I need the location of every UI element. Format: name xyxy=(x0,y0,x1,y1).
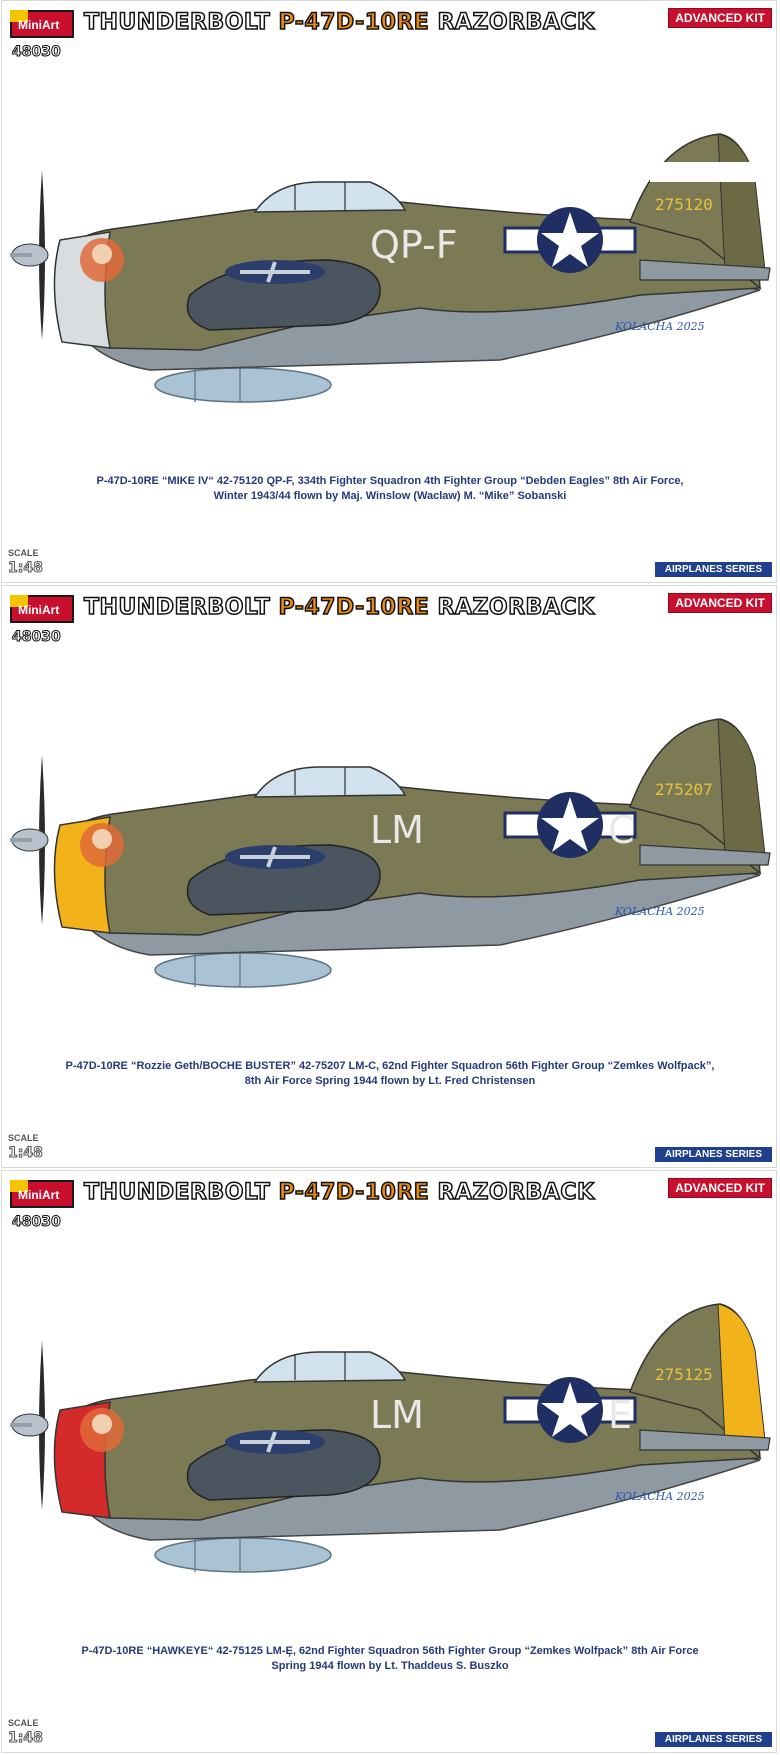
miniart-logo xyxy=(10,1180,74,1208)
rudder xyxy=(718,1304,765,1442)
caption-line-1: P-47D-10RE “Rozzie Geth/BOCHE BUSTER” 42-75207 LM-C, 62nd Fighter Squadron 56th Fighter Group “Zemkes Wolfpack”, xyxy=(65,1060,715,1072)
title-suffix: RAZORBACK xyxy=(429,595,595,620)
series-badge: AIRPLANES SERIES xyxy=(655,1147,772,1162)
advanced-kit-badge: ADVANCED KIT xyxy=(668,8,772,28)
title-prefix: THUNDERBOLT xyxy=(84,595,279,620)
page-title xyxy=(84,595,595,620)
propeller xyxy=(10,755,48,925)
series-badge: AIRPLANES SERIES xyxy=(655,562,772,577)
squadron-code-right: C xyxy=(608,808,635,852)
aircraft-profile xyxy=(0,120,780,420)
aircraft-profile xyxy=(0,705,780,1005)
squadron-code-left: LM xyxy=(370,1393,424,1437)
tail-number: 275125 xyxy=(655,1365,713,1384)
title-suffix: RAZORBACK xyxy=(429,10,595,35)
canopy xyxy=(255,182,405,212)
caption-line-1: P-47D-10RE “MIKE IV“ 42-75120 QP-F, 334th Fighter Squadron 4th Fighter Group “Debden Eagles” 8th Air Force, xyxy=(96,475,684,487)
artist-signature: KOLACHA 2025 xyxy=(615,1490,705,1503)
canopy xyxy=(255,1352,405,1382)
nose-art xyxy=(80,823,124,867)
aircraft-profile xyxy=(0,1290,780,1590)
title-prefix: THUNDERBOLT xyxy=(84,10,279,35)
brand-name: MiniArt xyxy=(18,1188,60,1202)
scheme-caption xyxy=(40,1644,740,1674)
advanced-kit-badge: ADVANCED KIT xyxy=(668,1178,772,1198)
squadron-code-left: LM xyxy=(370,808,424,852)
kit-number: 48030 xyxy=(12,1214,61,1230)
rudder xyxy=(718,134,765,272)
kit-number: 48030 xyxy=(12,44,61,60)
scale-label: SCALE xyxy=(8,1718,39,1728)
wing-insignia xyxy=(225,1430,325,1454)
squadron-code-right: E xyxy=(608,1393,633,1437)
page-title xyxy=(84,1180,595,1205)
caption-line-2: Winter 1943/44 flown by Maj. Winslow (Waclaw) M. “Mike” Sobanski xyxy=(213,490,567,502)
title-model: P-47D-10RE xyxy=(278,10,430,35)
advanced-kit-badge: ADVANCED KIT xyxy=(668,593,772,613)
scale-value: 1:48 xyxy=(8,1145,43,1161)
canopy xyxy=(255,767,405,797)
propeller xyxy=(10,1340,48,1510)
wing-insignia xyxy=(225,260,325,284)
miniart-logo xyxy=(10,595,74,623)
scale-label: SCALE xyxy=(8,548,39,558)
nose-art xyxy=(80,1408,124,1452)
profile-panel-2 xyxy=(0,585,780,1170)
profile-panel-1 xyxy=(0,0,780,585)
page-title xyxy=(84,10,595,35)
tail-number: 275207 xyxy=(655,780,713,799)
scale-value: 1:48 xyxy=(8,1730,43,1746)
tail-stripe xyxy=(650,162,762,182)
miniart-logo xyxy=(10,10,74,38)
propeller xyxy=(10,170,48,340)
scale-label: SCALE xyxy=(8,1133,39,1143)
scheme-caption xyxy=(40,474,740,504)
caption-line-2: 8th Air Force Spring 1944 flown by Lt. Fred Christensen xyxy=(244,1075,536,1087)
brand-name: MiniArt xyxy=(18,18,60,32)
rudder xyxy=(718,719,765,857)
artist-signature: KOLACHA 2025 xyxy=(615,320,705,333)
caption-line-1: P-47D-10RE “HAWKEYE“ 42-75125 LM-Ȩ, 62nd Fighter Squadron 56th Fighter Group “Zemkes Wolfpack” 8th Air Force xyxy=(81,1645,699,1657)
tail-number: 275120 xyxy=(655,195,713,214)
title-prefix: THUNDERBOLT xyxy=(84,1180,279,1205)
title-suffix: RAZORBACK xyxy=(429,1180,595,1205)
nose-art xyxy=(80,238,124,282)
scheme-caption xyxy=(40,1059,740,1089)
profile-panel-3 xyxy=(0,1170,780,1755)
artist-signature: KOLACHA 2025 xyxy=(615,905,705,918)
kit-number: 48030 xyxy=(12,629,61,645)
title-model: P-47D-10RE xyxy=(278,595,430,620)
brand-name: MiniArt xyxy=(18,603,60,617)
squadron-code-left: QP-F xyxy=(370,223,458,267)
scale-value: 1:48 xyxy=(8,560,43,576)
series-badge: AIRPLANES SERIES xyxy=(655,1732,772,1747)
title-model: P-47D-10RE xyxy=(278,1180,430,1205)
wing-insignia xyxy=(225,845,325,869)
caption-line-2: Spring 1944 flown by Lt. Thaddeus S. Buszko xyxy=(271,1660,509,1672)
